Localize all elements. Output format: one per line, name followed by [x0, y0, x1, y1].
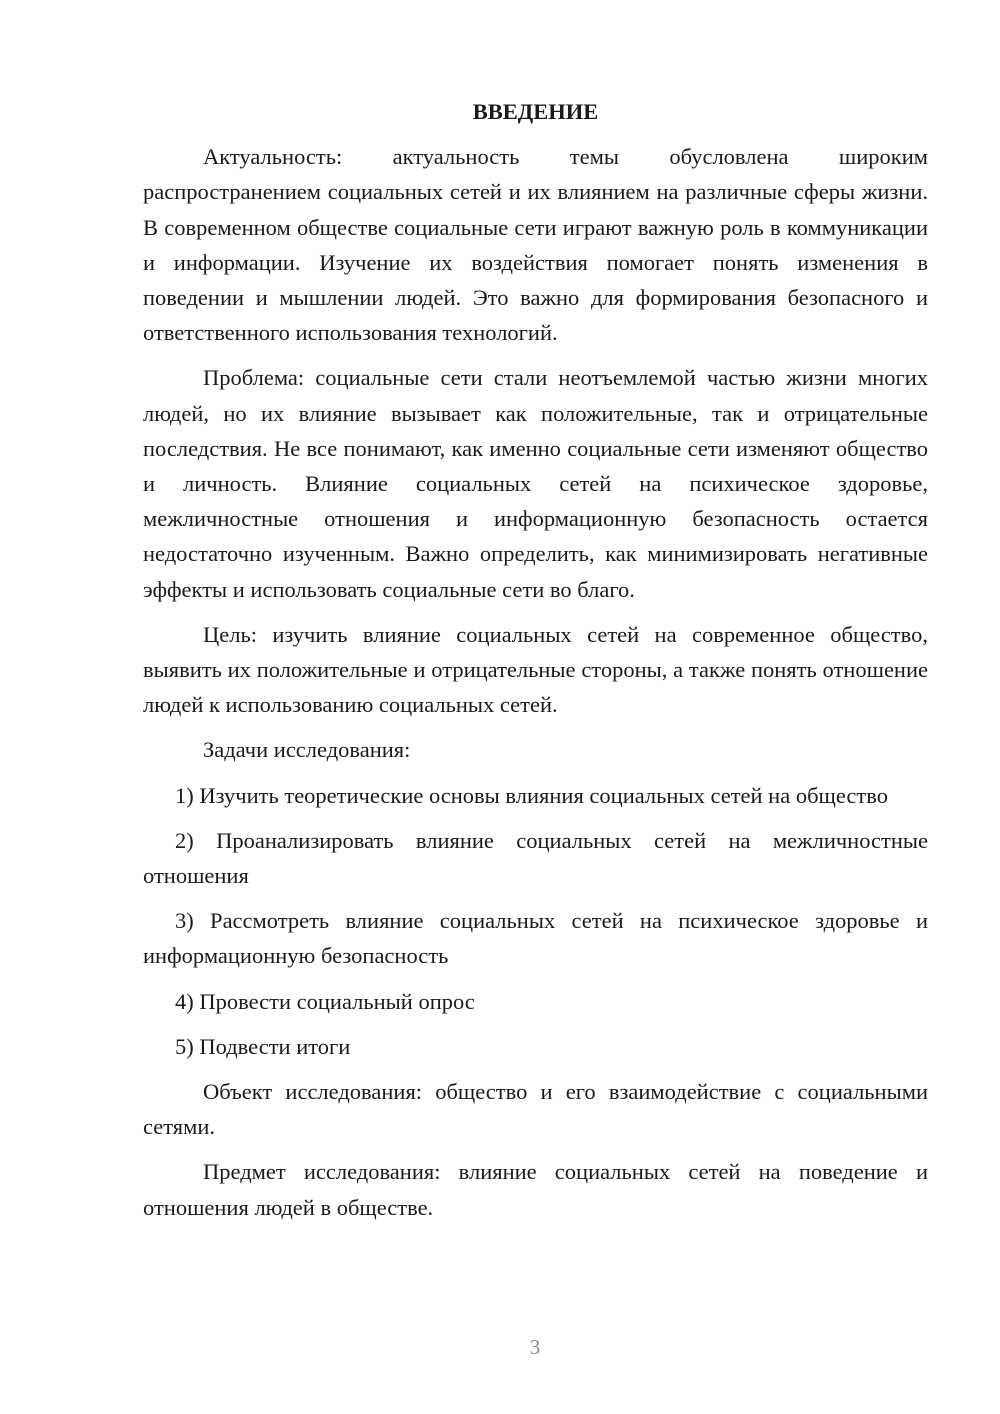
paragraph-relevance: Актуальность: актуальность темы обусловлена широким распространением социальных сетей и их влиянием на различные сферы жизни. В современном обществе социальные сети играют важную роль в коммуникации и информации. Изучение их воздействия помогает понять изменения в поведении и мышлении людей. Это важно для формирования безопасного и ответственного использования технологий. — [143, 144, 928, 346]
list-item: 5) Подвести итоги — [175, 1033, 351, 1059]
tasks-list — [143, 778, 928, 1064]
list-item: 4) Провести социальный опрос — [175, 988, 475, 1014]
list-item: 2) Проанализировать влияние социальных сетей на межличностные отношения — [143, 827, 928, 889]
tasks-heading: Задачи исследования: — [203, 737, 411, 763]
section-title: ВВЕДЕНИЕ — [472, 99, 599, 124]
list-item: 3) Рассмотреть влияние социальных сетей на психическое здоровье и информационную безопасность — [143, 908, 928, 969]
paragraph-problem: Проблема: социальные сети стали неотъемлемой частью жизни многих людей, но их влияние вызывает как положительные, так и отрицательные последствия. Не все понимают, как именно социальные сети изменяют общество и личность. Влияние социальных сетей на психическое здоровье, межличностные отношения и информационную безопасность остается недостаточно изученным. Важно определить, как минимизировать негативные эффекты и использовать социальные сети во благо. — [143, 365, 928, 602]
list-item: 1) Изучить теоретические основы влияния социальных сетей на общество — [175, 782, 888, 808]
page-number: 3 — [529, 1335, 541, 1359]
page-content — [143, 94, 928, 1235]
paragraph-subject: Предмет исследования: влияние социальных сетей на поведение и отношения людей в обществе. — [143, 1159, 928, 1220]
paragraph-goal: Цель: изучить влияние социальных сетей на современное общество, выявить их положительные и отрицательные стороны, а также понять отношение людей к использованию социальных сетей. — [143, 621, 928, 718]
paragraph-object: Объект исследования: общество и его взаимодействие с социальными сетями. — [143, 1079, 928, 1140]
